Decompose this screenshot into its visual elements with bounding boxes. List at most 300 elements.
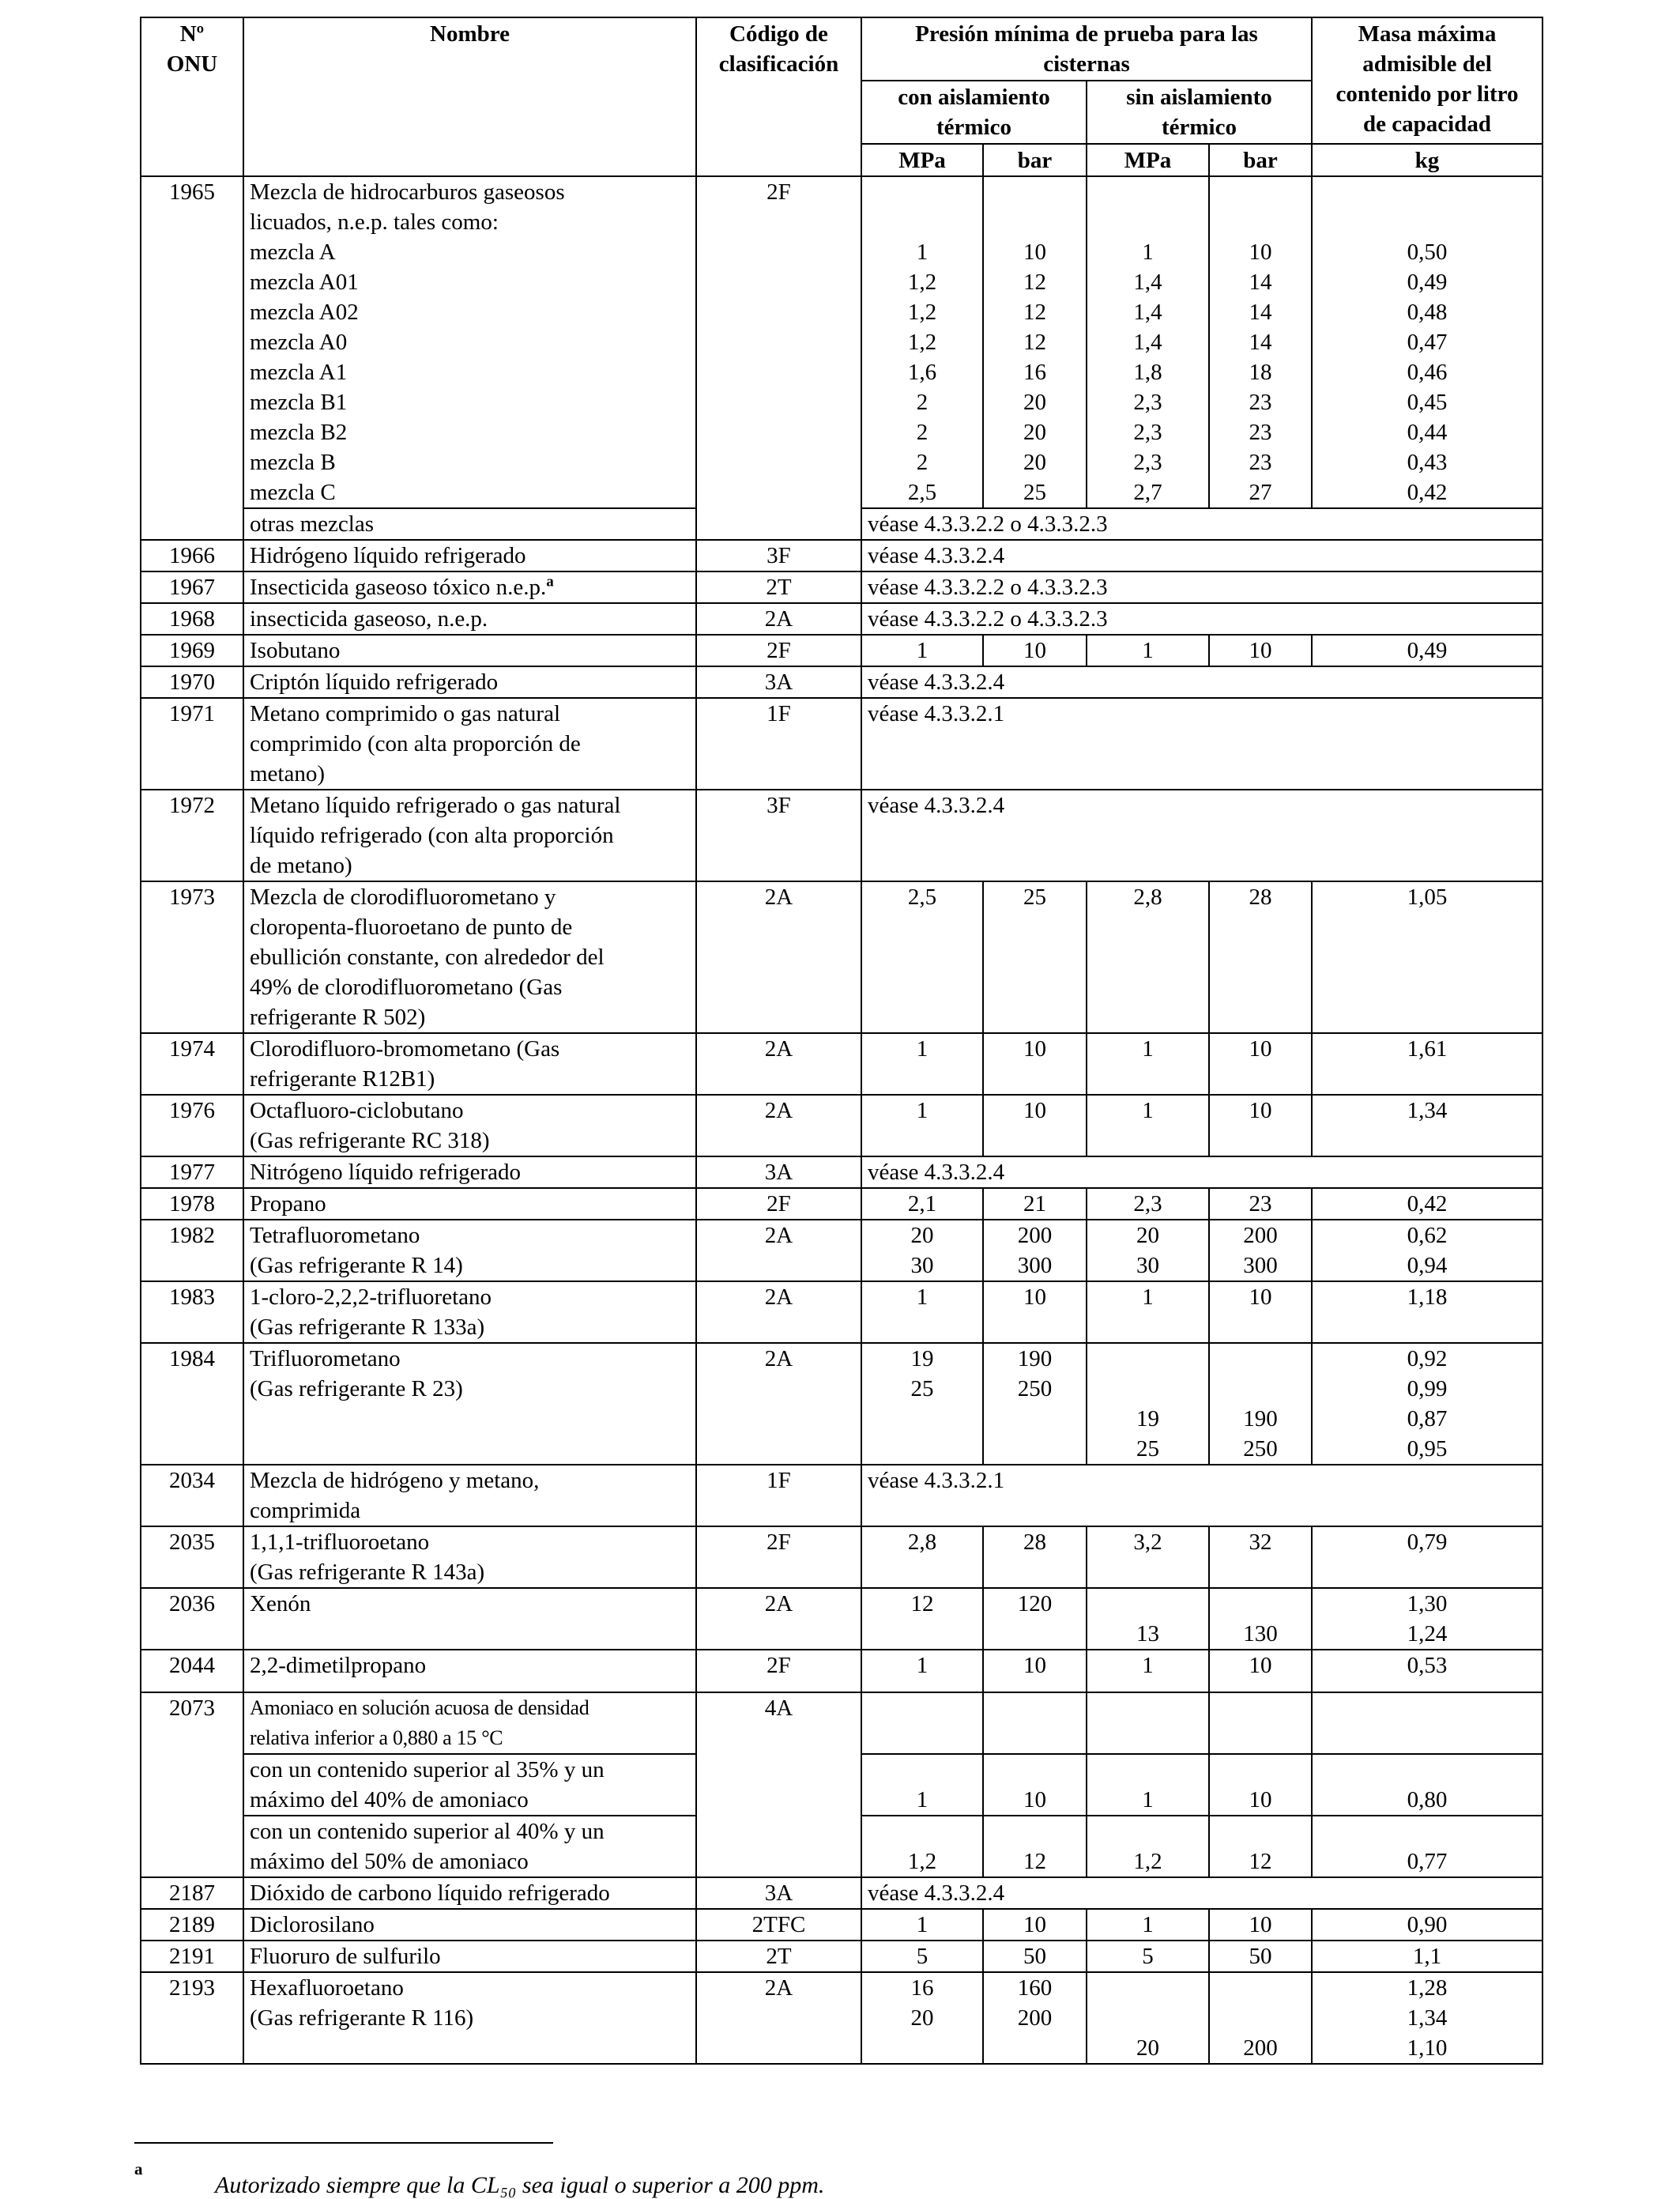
cell-line: 1,30 bbox=[1407, 1591, 1448, 1616]
cell-line: 27 bbox=[1249, 480, 1272, 505]
cell-line: Nitrógeno líquido refrigerado bbox=[250, 1160, 522, 1185]
cell-codigo: 2A bbox=[696, 1220, 861, 1281]
cell-mpa-con bbox=[861, 881, 983, 1033]
cell-bar-con bbox=[983, 1941, 1087, 1972]
cell-line: Clorodifluoro-bromometano (Gas bbox=[250, 1036, 560, 1062]
cell-bar-con bbox=[983, 1754, 1087, 1816]
cell-codigo: 2T bbox=[696, 571, 861, 603]
cell-line: con un contenido superior al 40% y un bbox=[250, 1819, 605, 1844]
cell-mpa-sin bbox=[1087, 1816, 1209, 1877]
cell-line: 18 bbox=[1249, 360, 1272, 385]
table-row bbox=[141, 603, 1543, 635]
cell-mpa-con bbox=[861, 1941, 983, 1972]
cell-line: (Gas refrigerante R 14) bbox=[250, 1253, 463, 1278]
cell-nombre bbox=[243, 1095, 696, 1156]
cell-line: 1,34 bbox=[1407, 2005, 1448, 2031]
cell-line: 20 bbox=[1023, 420, 1046, 445]
cell-no-onu: 1965 bbox=[141, 176, 243, 540]
cell-line: 5 bbox=[1142, 1944, 1154, 1969]
cell-line: 0,42 bbox=[1407, 1191, 1448, 1216]
cell-line: Propano bbox=[250, 1191, 326, 1216]
cell-line bbox=[868, 1816, 977, 1846]
cell-nombre bbox=[243, 666, 696, 698]
cell-line: 1,28 bbox=[1407, 1975, 1448, 2001]
cell-line: 2,8 bbox=[907, 1529, 937, 1555]
cell-masa bbox=[1312, 635, 1543, 666]
cell-nombre bbox=[243, 881, 696, 1033]
cell-line: 14 bbox=[1249, 330, 1272, 355]
cell-vease: véase 4.3.3.2.2 o 4.3.3.2.3 bbox=[861, 603, 1543, 635]
cell-vease: véase 4.3.3.2.1 bbox=[861, 1465, 1543, 1526]
cell-vease: véase 4.3.3.2.2 o 4.3.3.2.3 bbox=[861, 508, 1543, 540]
cell-line: 0,49 bbox=[1407, 270, 1448, 295]
cell-bar-sin bbox=[1209, 1941, 1312, 1972]
cell-masa bbox=[1312, 1588, 1543, 1650]
cell-bar-con bbox=[983, 881, 1087, 1033]
cell-bar-sin bbox=[1209, 1588, 1312, 1650]
header-presion: Presión mínima de prueba para las cisternas bbox=[861, 17, 1312, 81]
cell-line: Trifluorometano bbox=[250, 1346, 401, 1371]
cell-line: 1 bbox=[1142, 638, 1154, 663]
cell-line: 1,2 bbox=[907, 300, 937, 325]
header-no-onu: Nº ONU bbox=[141, 17, 243, 176]
cell-vease: véase 4.3.3.2.4 bbox=[861, 540, 1543, 571]
table-row bbox=[141, 1972, 1543, 2064]
cell-line: 20 bbox=[1023, 450, 1046, 475]
cell-line: 0,80 bbox=[1407, 1787, 1448, 1812]
table-row bbox=[141, 571, 1543, 603]
cell-line bbox=[1215, 2003, 1305, 2033]
cell-line: máximo del 50% de amoniaco bbox=[250, 1849, 529, 1874]
cell-line: 2 bbox=[916, 420, 929, 445]
cell-line: 50 bbox=[1249, 1944, 1272, 1969]
cell-nombre bbox=[243, 1754, 696, 1816]
cell-line bbox=[1215, 1755, 1305, 1785]
cell-line: 0,92 bbox=[1407, 1346, 1448, 1371]
cell-line: 30 bbox=[910, 1253, 934, 1278]
cell-codigo: 2T bbox=[696, 1941, 861, 1972]
cell-line: (Gas refrigerante R 143a) bbox=[250, 1560, 485, 1585]
cell-line: 1 bbox=[1142, 1912, 1154, 1937]
cell-bar-sin bbox=[1209, 1526, 1312, 1588]
footnote-mark: a bbox=[134, 2159, 143, 2178]
cell-line: insecticida gaseoso, n.e.p. bbox=[250, 606, 488, 632]
cell-line bbox=[1215, 1589, 1305, 1619]
cell-line: (Gas refrigerante R 116) bbox=[250, 2005, 474, 2031]
cell-masa bbox=[1312, 1972, 1543, 2064]
cell-mpa-sin bbox=[1087, 1941, 1209, 1972]
cell-line: 1,2 bbox=[1133, 1849, 1162, 1874]
cell-nombre bbox=[243, 1877, 696, 1909]
cell-masa bbox=[1312, 1281, 1543, 1343]
cell-line: 160 bbox=[1017, 1975, 1053, 2001]
cell-line: refrigerante R12B1) bbox=[250, 1066, 435, 1092]
cell-line bbox=[989, 1619, 1080, 1649]
cell-nombre bbox=[243, 1941, 696, 1972]
cell-line bbox=[1318, 207, 1536, 237]
table-row bbox=[141, 1909, 1543, 1941]
cell-nombre bbox=[243, 540, 696, 571]
cell-line bbox=[1215, 207, 1305, 237]
cell-line bbox=[1318, 1755, 1536, 1785]
cell-line: mezcla A bbox=[250, 240, 336, 265]
cell-line bbox=[989, 1404, 1080, 1434]
cell-bar-con bbox=[983, 1095, 1087, 1156]
table-row bbox=[141, 1692, 1543, 1754]
cell-mpa-con bbox=[861, 1343, 983, 1465]
cell-mpa-sin bbox=[1087, 1909, 1209, 1941]
table-row bbox=[141, 1465, 1543, 1526]
cell-line bbox=[1093, 207, 1203, 237]
cell-line: 0,43 bbox=[1407, 450, 1448, 475]
cell-line bbox=[250, 1434, 690, 1464]
cell-line: 5 bbox=[916, 1944, 929, 1969]
cell-line bbox=[1093, 1816, 1203, 1846]
cell-line bbox=[250, 2033, 690, 2063]
cell-line: Dióxido de carbono líquido refrigerado bbox=[250, 1880, 610, 1906]
cell-line: 14 bbox=[1249, 270, 1272, 295]
cell-line bbox=[1215, 1816, 1305, 1846]
cell-line: 10 bbox=[1023, 240, 1046, 265]
cell-nombre bbox=[243, 1692, 696, 1754]
cell-line: refrigerante R 502) bbox=[250, 1005, 426, 1030]
cell-codigo: 3A bbox=[696, 1877, 861, 1909]
unit-bar-sin: bar bbox=[1209, 144, 1312, 176]
table-row bbox=[141, 1095, 1543, 1156]
cell-mpa-con bbox=[861, 1033, 983, 1095]
cell-mpa-sin bbox=[1087, 1650, 1209, 1692]
cell-line: 2,1 bbox=[907, 1191, 937, 1216]
cell-nombre bbox=[243, 1220, 696, 1281]
cell-line: 1,10 bbox=[1407, 2035, 1448, 2061]
cell-no-onu: 2187 bbox=[141, 1877, 243, 1909]
cell-masa bbox=[1312, 1220, 1543, 1281]
table-row bbox=[141, 1526, 1543, 1588]
cell-line: 28 bbox=[1023, 1529, 1046, 1555]
cell-bar-sin bbox=[1209, 1650, 1312, 1692]
cell-line: 10 bbox=[1023, 1653, 1046, 1678]
cell-nombre bbox=[243, 1816, 696, 1877]
cell-line: 49% de clorodifluorometano (Gas bbox=[250, 975, 563, 1000]
cell-bar-sin bbox=[1209, 1816, 1312, 1877]
cell-line: licuados, n.e.p. tales como: bbox=[250, 209, 499, 235]
cell-masa bbox=[1312, 1941, 1543, 1972]
cell-line: 1 bbox=[1142, 1036, 1154, 1062]
table-row bbox=[141, 1588, 1543, 1650]
cell-line: ebullición constante, con alrededor del bbox=[250, 945, 605, 970]
table-row bbox=[141, 176, 1543, 508]
cell-codigo: 2A bbox=[696, 1033, 861, 1095]
cell-line bbox=[989, 1755, 1080, 1785]
cell-no-onu: 1968 bbox=[141, 603, 243, 635]
cell-line: Mezcla de clorodifluorometano y bbox=[250, 885, 556, 910]
cell-mpa-con bbox=[861, 1754, 983, 1816]
cell-line: Mezcla de hidrocarburos gaseosos bbox=[250, 179, 565, 205]
cell-mpa-sin bbox=[1087, 1281, 1209, 1343]
cell-line bbox=[1215, 177, 1305, 207]
cell-line: 12 bbox=[1023, 330, 1046, 355]
cell-line: otras mezclas bbox=[250, 511, 375, 537]
cell-mpa-con bbox=[861, 1188, 983, 1220]
cell-line: 2,3 bbox=[1133, 390, 1162, 415]
cell-nombre bbox=[243, 508, 696, 540]
cell-line: relativa inferior a 0,880 a 15 °C bbox=[250, 1726, 503, 1749]
cell-vease: véase 4.3.3.2.2 o 4.3.3.2.3 bbox=[861, 571, 1543, 603]
table-body bbox=[141, 176, 1543, 2064]
cell-line: 200 bbox=[1017, 2005, 1053, 2031]
cell-mpa-con bbox=[861, 176, 983, 508]
cell-masa bbox=[1312, 1343, 1543, 1465]
cell-line: 10 bbox=[1249, 240, 1272, 265]
cell-line: 0,95 bbox=[1407, 1436, 1448, 1462]
footnote-ref: a bbox=[546, 573, 554, 590]
cell-mpa-con bbox=[861, 1816, 983, 1877]
cell-line: 1 bbox=[916, 1653, 929, 1678]
cell-no-onu: 2193 bbox=[141, 1972, 243, 2064]
cell-line: cloropenta-fluoroetano de punto de bbox=[250, 915, 573, 940]
cell-bar-con bbox=[983, 1650, 1087, 1692]
cell-line bbox=[1093, 1973, 1203, 2003]
header-codigo: Código de clasificación bbox=[696, 17, 861, 176]
cell-masa bbox=[1312, 881, 1543, 1033]
cell-no-onu: 2191 bbox=[141, 1941, 243, 1972]
cell-nombre bbox=[243, 1526, 696, 1588]
cell-line bbox=[250, 1619, 690, 1649]
cell-no-onu: 1977 bbox=[141, 1156, 243, 1188]
cell-line: 1,4 bbox=[1133, 330, 1162, 355]
cell-line: 12 bbox=[1249, 1849, 1272, 1874]
cell-line: 25 bbox=[1023, 480, 1046, 505]
cell-line: (Gas refrigerante RC 318) bbox=[250, 1128, 490, 1153]
cell-vease: véase 4.3.3.2.1 bbox=[861, 698, 1543, 790]
cell-codigo: 4A bbox=[696, 1692, 861, 1877]
cell-no-onu: 2034 bbox=[141, 1465, 243, 1526]
cell-no-onu: 1978 bbox=[141, 1188, 243, 1220]
cell-nombre bbox=[243, 1156, 696, 1188]
cell-no-onu: 1969 bbox=[141, 635, 243, 666]
cell-line: 1 bbox=[916, 1284, 929, 1310]
cell-line: mezcla A01 bbox=[250, 270, 359, 295]
cell-line bbox=[989, 207, 1080, 237]
cell-line: 1,2 bbox=[907, 1849, 937, 1874]
cell-line: Xenón bbox=[250, 1591, 311, 1616]
cell-line bbox=[989, 1434, 1080, 1464]
cell-line: 32 bbox=[1249, 1529, 1272, 1555]
cell-line: 50 bbox=[1023, 1944, 1046, 1969]
cell-mpa-con bbox=[861, 1650, 983, 1692]
cell-line bbox=[1318, 1816, 1536, 1846]
cell-bar-sin bbox=[1209, 1754, 1312, 1816]
cell-line: 250 bbox=[1243, 1436, 1278, 1462]
cell-line: 10 bbox=[1023, 1912, 1046, 1937]
cell-line: Metano líquido refrigerado o gas natural bbox=[250, 793, 621, 818]
cell-nombre bbox=[243, 790, 696, 881]
cell-line: 12 bbox=[1023, 300, 1046, 325]
cell-line bbox=[1093, 177, 1203, 207]
cell-mpa-con bbox=[861, 1692, 983, 1754]
cell-line: mezcla A1 bbox=[250, 360, 348, 385]
table-row bbox=[141, 1650, 1543, 1692]
cell-line: mezcla B2 bbox=[250, 420, 348, 445]
cell-nombre bbox=[243, 603, 696, 635]
cell-line: 120 bbox=[1017, 1591, 1053, 1616]
cell-line: 25 bbox=[1023, 885, 1046, 910]
cell-codigo: 2F bbox=[696, 635, 861, 666]
header-nombre: Nombre bbox=[243, 17, 696, 176]
cell-line: 10 bbox=[1249, 1098, 1272, 1123]
table-row bbox=[141, 540, 1543, 571]
cell-no-onu: 1972 bbox=[141, 790, 243, 881]
cell-line: 1-cloro-2,2,2-trifluoretano bbox=[250, 1284, 492, 1310]
cell-line: 1 bbox=[1142, 240, 1154, 265]
cell-line: 25 bbox=[910, 1376, 934, 1401]
cell-line: 2,3 bbox=[1133, 420, 1162, 445]
cell-line: 1 bbox=[916, 1787, 929, 1812]
cell-mpa-sin bbox=[1087, 1343, 1209, 1465]
cell-line: 1 bbox=[1142, 1653, 1154, 1678]
cell-line: 130 bbox=[1243, 1621, 1278, 1646]
cell-bar-sin bbox=[1209, 1188, 1312, 1220]
cell-line bbox=[868, 1619, 977, 1649]
cell-bar-con bbox=[983, 1909, 1087, 1941]
cell-nombre bbox=[243, 571, 696, 603]
cell-line: 0,48 bbox=[1407, 300, 1448, 325]
table-row bbox=[141, 881, 1543, 1033]
cell-line bbox=[1093, 1755, 1203, 1785]
cell-line bbox=[989, 1816, 1080, 1846]
cell-line: 1,6 bbox=[907, 360, 937, 385]
cell-line: 0,94 bbox=[1407, 1253, 1448, 1278]
cell-line: 12 bbox=[1023, 1849, 1046, 1874]
cell-line: (Gas refrigerante R 133a) bbox=[250, 1314, 485, 1340]
cell-line: 10 bbox=[1023, 638, 1046, 663]
cell-mpa-con bbox=[861, 1095, 983, 1156]
cell-bar-sin bbox=[1209, 176, 1312, 508]
cell-bar-sin bbox=[1209, 881, 1312, 1033]
cell-line: 16 bbox=[1023, 360, 1046, 385]
cell-masa bbox=[1312, 1095, 1543, 1156]
cell-line: 2 bbox=[916, 450, 929, 475]
cell-mpa-sin bbox=[1087, 1692, 1209, 1754]
cell-mpa-con bbox=[861, 1909, 983, 1941]
gas-tank-table bbox=[140, 17, 1543, 2065]
cell-line bbox=[868, 1434, 977, 1464]
cell-line: 3,2 bbox=[1133, 1529, 1162, 1555]
unit-mpa-con: MPa bbox=[861, 144, 983, 176]
cell-mpa-sin bbox=[1087, 176, 1209, 508]
cell-no-onu: 1966 bbox=[141, 540, 243, 571]
cell-line: 1 bbox=[916, 638, 929, 663]
cell-line: Diclorosilano bbox=[250, 1912, 375, 1937]
cell-line: 1 bbox=[916, 1098, 929, 1123]
cell-line: mezcla C bbox=[250, 480, 336, 505]
cell-no-onu: 1982 bbox=[141, 1220, 243, 1281]
cell-mpa-sin bbox=[1087, 1754, 1209, 1816]
cell-line: 20 bbox=[1023, 390, 1046, 415]
header-sin-aislamiento: sin aislamiento térmico bbox=[1087, 81, 1312, 144]
cell-masa bbox=[1312, 1909, 1543, 1941]
table-row bbox=[141, 1343, 1543, 1465]
cell-mpa-sin bbox=[1087, 1588, 1209, 1650]
cell-line: Isobutano bbox=[250, 638, 341, 663]
cell-codigo: 3F bbox=[696, 790, 861, 881]
unit-mpa-sin: MPa bbox=[1087, 144, 1209, 176]
cell-line: 12 bbox=[1023, 270, 1046, 295]
cell-line: 25 bbox=[1136, 1436, 1159, 1462]
cell-line bbox=[1093, 2003, 1203, 2033]
cell-line bbox=[989, 177, 1080, 207]
cell-nombre bbox=[243, 635, 696, 666]
cell-mpa-sin bbox=[1087, 1972, 1209, 2064]
cell-masa bbox=[1312, 1188, 1543, 1220]
cell-masa bbox=[1312, 1650, 1543, 1692]
cell-codigo: 1F bbox=[696, 1465, 861, 1526]
table-row bbox=[141, 666, 1543, 698]
cell-bar-sin bbox=[1209, 1972, 1312, 2064]
cell-line: 1,18 bbox=[1407, 1284, 1448, 1310]
cell-mpa-con bbox=[861, 1526, 983, 1588]
cell-codigo: 2TFC bbox=[696, 1909, 861, 1941]
cell-nombre bbox=[243, 1281, 696, 1343]
cell-line: 250 bbox=[1017, 1376, 1053, 1401]
cell-line: Insecticida gaseoso tóxico n.e.p. bbox=[250, 575, 547, 600]
cell-vease: véase 4.3.3.2.4 bbox=[861, 1877, 1543, 1909]
cell-codigo: 3A bbox=[696, 666, 861, 698]
cell-bar-con bbox=[983, 1526, 1087, 1588]
cell-line: 0,42 bbox=[1407, 480, 1448, 505]
cell-codigo: 2A bbox=[696, 603, 861, 635]
cell-bar-sin bbox=[1209, 1281, 1312, 1343]
cell-line: 190 bbox=[1243, 1406, 1278, 1431]
cell-line: 23 bbox=[1249, 1191, 1272, 1216]
table-row bbox=[141, 1877, 1543, 1909]
cell-bar-con bbox=[983, 1220, 1087, 1281]
cell-nombre bbox=[243, 698, 696, 790]
cell-no-onu: 1984 bbox=[141, 1343, 243, 1465]
cell-line: 0,49 bbox=[1407, 638, 1448, 663]
cell-line: 1 bbox=[1142, 1787, 1154, 1812]
cell-bar-con bbox=[983, 1033, 1087, 1095]
cell-line bbox=[868, 1404, 977, 1434]
cell-line: 20 bbox=[1136, 1223, 1159, 1248]
cell-line: 200 bbox=[1017, 1223, 1053, 1248]
cell-line bbox=[1093, 1344, 1203, 1374]
cell-line: 23 bbox=[1249, 420, 1272, 445]
cell-line: de metano) bbox=[250, 853, 352, 878]
cell-codigo: 2A bbox=[696, 1281, 861, 1343]
cell-bar-sin bbox=[1209, 1220, 1312, 1281]
cell-no-onu: 1970 bbox=[141, 666, 243, 698]
cell-masa bbox=[1312, 1754, 1543, 1816]
cell-line: 0,44 bbox=[1407, 420, 1448, 445]
cell-codigo: 3A bbox=[696, 1156, 861, 1188]
cell-line: 2,7 bbox=[1133, 480, 1162, 505]
cell-codigo: 2A bbox=[696, 1588, 861, 1650]
header-masa: Masa máxima admisible del contenido por litro de capacidad bbox=[1312, 17, 1543, 144]
cell-codigo: 2F bbox=[696, 1526, 861, 1588]
table-row bbox=[141, 698, 1543, 790]
cell-line: 1,8 bbox=[1133, 360, 1162, 385]
cell-vease: véase 4.3.3.2.4 bbox=[861, 790, 1543, 881]
cell-line: mezcla B bbox=[250, 450, 336, 475]
cell-line: Tetrafluorometano bbox=[250, 1223, 420, 1248]
cell-line: 20 bbox=[1136, 2035, 1159, 2061]
cell-line: comprimida bbox=[250, 1498, 361, 1523]
cell-no-onu: 2189 bbox=[141, 1909, 243, 1941]
cell-masa bbox=[1312, 1816, 1543, 1877]
cell-nombre bbox=[243, 1343, 696, 1465]
cell-line: 1,4 bbox=[1133, 270, 1162, 295]
